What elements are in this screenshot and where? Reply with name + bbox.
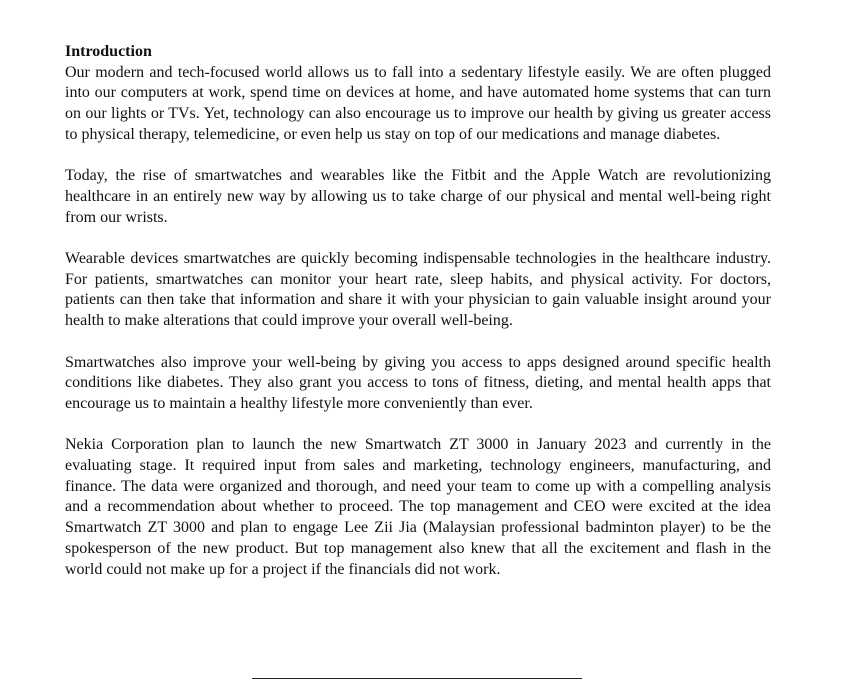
document-body bbox=[65, 42, 771, 601]
paragraph-wearable-devices: Wearable devices smartwatches are quickly becoming indispensable technologies in the healthcare industry. For patients, smartwatches can monitor your heart rate, sleep habits, and physical activity. For doctors, patients can then take that information and share it with your physician to gain valuable insight around your health to make alterations that could improve your overall well-being. bbox=[65, 250, 771, 330]
paragraph-nekia-corporation: Nekia Corporation plan to launch the new Smartwatch ZT 3000 in January 2023 and currently in the evaluating stage. It required input from sales and marketing, technology engineers, manufacturing, and finance. The data were organized and thorough, and need your team to come up with a compelling analysis and a recommendation about whether to proceed. The top management and CEO were excited at the idea Smartwatch ZT 3000 and plan to engage Lee Zii Jia (Malaysian professional badminton player) to be the spokesperson of the new product. But top management also knew that all the excitement and flash in the world could not make up for a project if the financials did not work. bbox=[65, 436, 771, 578]
section-heading: Introduction bbox=[65, 43, 152, 60]
paragraph-smartwatch-rise: Today, the rise of smartwatches and wearables like the Fitbit and the Apple Watch are revolutionizing healthcare in an entirely new way by allowing us to take charge of our physical and mental well-being right from our wrists. bbox=[65, 167, 771, 226]
footnote-divider bbox=[252, 678, 582, 679]
paragraph-intro: Our modern and tech-focused world allows us to fall into a sedentary lifestyle easily. We are often plugged into our computers at work, spend time on devices at home, and have automated home systems that can turn on our lights or TVs. Yet, technology can also encourage us to improve our health by giving us greater access to physical therapy, telemedicine, or even help us stay on top of our medications and manage diabetes. bbox=[65, 63, 771, 143]
paragraph-wellbeing-apps: Smartwatches also improve your well-being by giving you access to apps designed around specific health conditions like diabetes. They also grant you access to tons of fitness, dieting, and mental health apps that encourage us to maintain a healthy lifestyle more conveniently than ever. bbox=[65, 353, 771, 412]
